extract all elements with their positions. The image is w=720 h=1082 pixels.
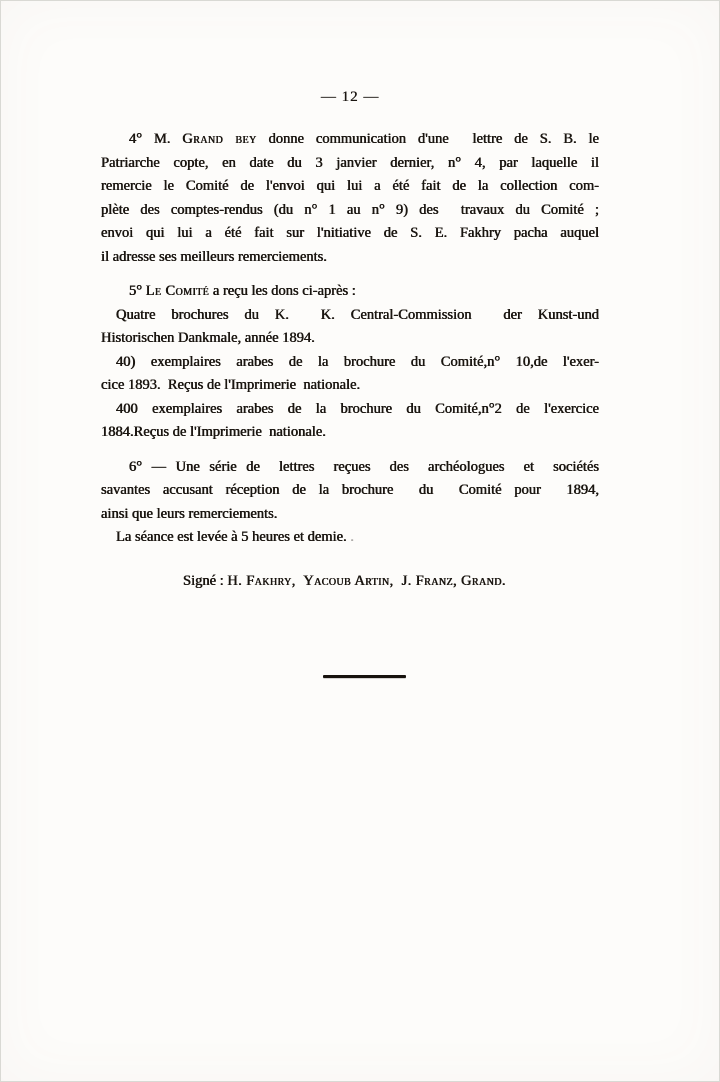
text-line: cice 1893. Reçus de l'Imprimerie nationale. [101, 377, 361, 393]
text-line: il adresse ses meilleurs remerciements. [101, 248, 327, 265]
line-text: La séance est levée à 5 heures et demie. [116, 529, 347, 545]
text-line: Historischen Dankmale, année 1894. [101, 330, 315, 346]
text-line: Patriarche copte, en date du 3 janvier dernier, n° 4, par laquelle il [101, 154, 599, 171]
line-text: a reçu les dons ci-après : [209, 283, 356, 299]
signature-line [183, 570, 599, 594]
text-line: 400 exemplaires arabes de la brochure du Comité,n°2 de l'exercice [116, 400, 599, 417]
text-line: Quatre brochures du K. K. Central-Commission der Kunst-und [116, 306, 599, 323]
signature-names: H. Fakhry, Yacoub Artin, J. Franz, Grand. [227, 572, 506, 589]
text-line: 40) exemplaires arabes de la brochure du Comité,n° 10,de l'exer- [116, 353, 599, 370]
smallcaps-name: Le Comité [145, 283, 210, 299]
text-column [101, 89, 599, 678]
page-number: — 12 — [320, 89, 380, 105]
text-line: plète des comptes-rendus (du n° 1 au n° 9) des travaux du Comité ; [101, 201, 599, 218]
scan-artifact-dot: . [350, 529, 354, 545]
text-line: 6° — Une série de lettres reçues des archéologues et sociétés [129, 458, 599, 475]
paragraph-item-6 [101, 456, 599, 550]
text-line [101, 280, 599, 304]
text-line: 1884.Reçus de l'Imprimerie nationale. [101, 424, 326, 440]
smallcaps-name: Grand bey [182, 131, 257, 147]
end-rule-divider [323, 675, 406, 678]
text-line: remercie le Comité de l'envoi qui lui a été fait de la collection com- [101, 178, 599, 194]
text-line: savantes accusant réception de la brochure du Comité pour 1894, [101, 482, 599, 498]
signature-prefix: Signé : [183, 572, 228, 589]
item-number-text: 5° [129, 283, 146, 299]
text-line: envoi qui lui a été fait sur l'nitiative de S. E. Fakhry pacha auquel [101, 225, 599, 241]
text-line [101, 526, 599, 550]
paragraph-item-4 [101, 128, 599, 269]
text-line: ainsi que leurs remerciements. [101, 505, 278, 522]
text-line [101, 128, 599, 152]
paragraph-item-5 [101, 280, 599, 445]
line-text: donne communication d'une lettre de S. B. le [256, 131, 599, 147]
item-number-text: 4° M. [129, 131, 183, 147]
